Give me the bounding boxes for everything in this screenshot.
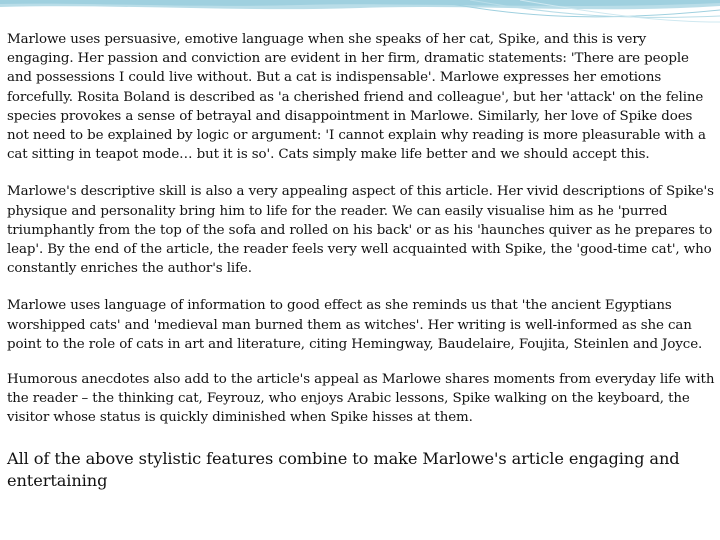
header-wave-graphic	[0, 0, 720, 30]
paragraph-descriptive-skill: Marlowe's descriptive skill is also a very appealing aspect of this article. Her vivid descriptions of Spike's physique and personality bring him to life for the reader. We can easily visualise him as he 'purred triumphantly from the top of the sofa and rolled on his back' or as his 'haunches quiver as he prepares to leap'. By the end of the article, the reader feels very well acquainted with Spike, the 'good-time cat', who constantly enriches the author's life.	[7, 184, 714, 277]
slide-body	[7, 30, 715, 492]
conclusion-statement: All of the above stylistic features combine to make Marlowe's article engaging and entertaining	[7, 448, 680, 490]
paragraph-humorous-anecdotes: Humorous anecdotes also add to the article's appeal as Marlowe shares moments from everyday life with the reader – the thinking cat, Feyrouz, who enjoys Arabic lessons, Spike walking on the keyboard, the visitor whose status is quickly diminished when Spike hisses at them.	[7, 372, 715, 426]
paragraph-language-of-information: Marlowe uses language of information to good effect as she reminds us that 'the ancient Egyptians worshipped cats' and 'medieval man burned them as witches'. Her writing is well-informed as she can point to the role of cats in art and literature, citing Hemingway, Baudelaire, Foujita, Steinlen and Joyce.	[7, 298, 703, 352]
paragraph-persuasive-language: Marlowe uses persuasive, emotive language when she speaks of her cat, Spike, and this is very engaging. Her passion and conviction are evident in her firm, dramatic statements: 'There are people and possessions I could live without. But a cat is indispensable'. Marlowe expresses her emotions forcefully. Rosita Boland is described as 'a cherished friend and colleague', but her 'attack' on the feline species provokes a sense of betrayal and disappointment in Marlowe. Similarly, her love of Spike does not need to be explained by logic or argument: 'I cannot explain why reading is more pleasurable with a cat sitting in teapot mode… but it is so'. Cats simply make life better and we should accept this.	[7, 32, 706, 163]
slide-header-decoration	[0, 0, 720, 30]
